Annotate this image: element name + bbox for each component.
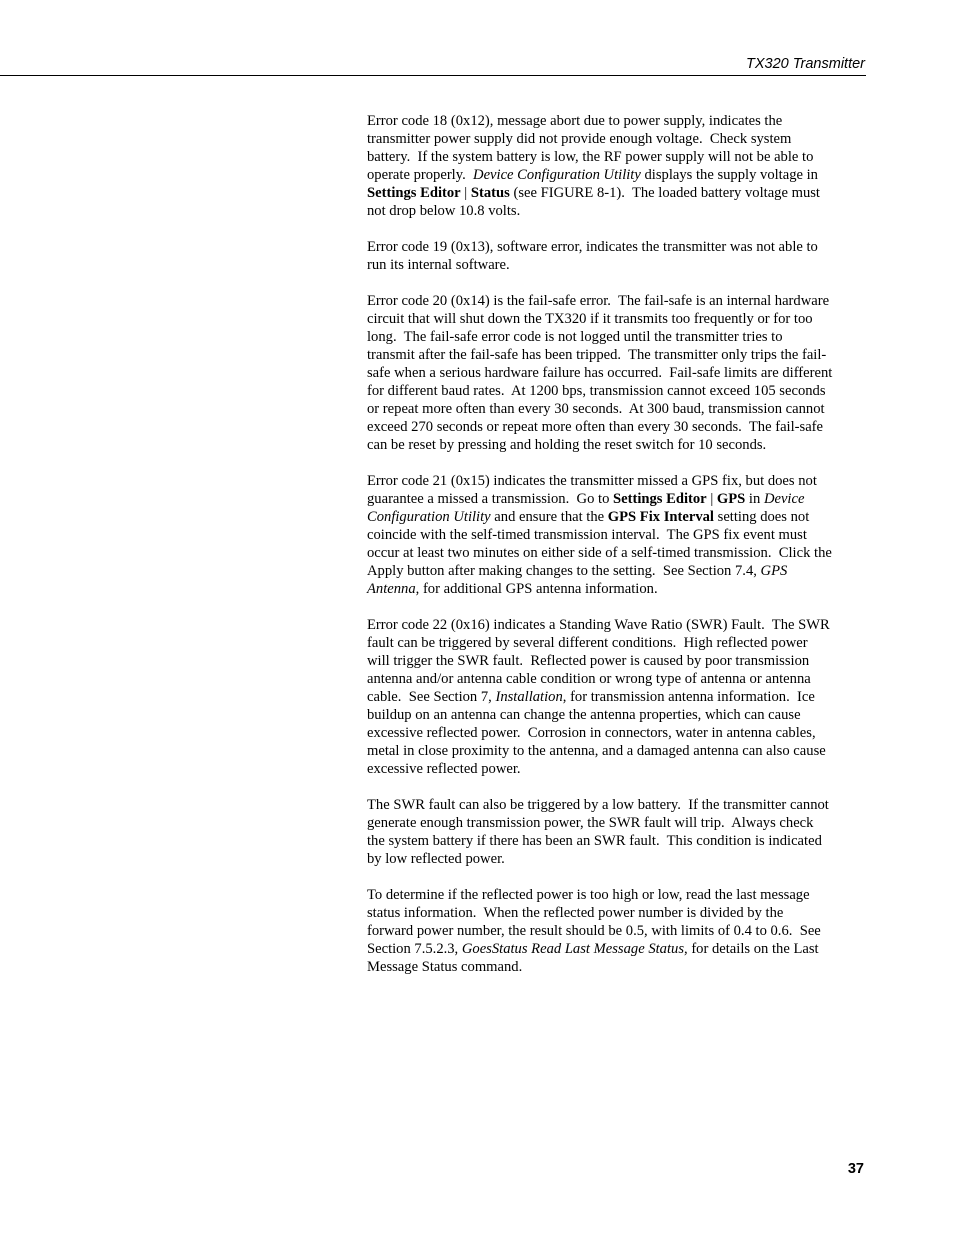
paragraph-3 — [367, 292, 867, 454]
text-line — [367, 562, 867, 580]
running-header-title: TX320 Transmitter — [746, 56, 865, 72]
italic-text: Device — [763, 491, 805, 507]
italic-text: Antenna — [367, 581, 416, 597]
text-line — [367, 166, 867, 184]
text-run: cable. See Section 7, — [367, 689, 496, 705]
text-run: metal in close proximity to the antenna, and a damaged antenna can also cause — [367, 743, 826, 759]
italic-text: GoesStatus Read Last Message Status — [461, 941, 685, 957]
page-number: 37 — [847, 1161, 864, 1177]
text-run: setting does not — [714, 509, 810, 525]
text-line — [367, 688, 867, 706]
bold-text: GPS Fix Interval — [607, 509, 714, 525]
text-run: Error code 18 (0x12), message abort due to power supply, indicates the — [367, 113, 783, 129]
text-line — [367, 922, 867, 940]
body-text — [367, 112, 867, 994]
paragraph-5 — [367, 616, 867, 778]
text-run: occur at least two minutes on either side of a self-timed transmission. Click the — [367, 545, 832, 561]
text-line — [367, 742, 867, 760]
text-line — [367, 958, 867, 976]
italic-text: Device Configuration Utility — [473, 167, 641, 183]
text-run: fault can be triggered by several different conditions. High reflected power — [367, 635, 808, 651]
text-line — [367, 508, 867, 526]
text-run: The SWR fault can also be triggered by a low battery. If the transmitter cannot — [367, 797, 829, 813]
paragraph-1 — [367, 112, 867, 220]
text-line — [367, 148, 867, 166]
text-run: excessive reflected power. Corrosion in connectors, water in antenna cables, — [367, 725, 816, 741]
text-run: , for transmission antenna information. Ice — [562, 689, 815, 705]
text-line — [367, 760, 867, 778]
text-line — [367, 490, 867, 508]
text-line — [367, 328, 867, 346]
italic-text: Installation — [495, 689, 563, 705]
text-line — [367, 256, 867, 274]
text-run: transmit after the fail-safe has been tripped. The transmitter only trips the fail- — [367, 347, 827, 363]
text-run: displays the supply voltage in — [640, 167, 818, 183]
text-line — [367, 814, 867, 832]
italic-text: GPS — [760, 563, 788, 579]
text-run: for different baud rates. At 1200 bps, transmission cannot exceed 105 seconds — [367, 383, 826, 399]
text-line — [367, 634, 867, 652]
text-line — [367, 706, 867, 724]
text-run: Message Status command. — [367, 959, 523, 975]
text-line — [367, 526, 867, 544]
text-run: Error code 22 (0x16) indicates a Standing Wave Ratio (SWR) Fault. The SWR — [367, 617, 830, 633]
text-line — [367, 616, 867, 634]
text-line — [367, 400, 867, 418]
bold-text: Settings Editor — [613, 491, 707, 507]
text-run: transmitter power supply did not provide enough voltage. Check system — [367, 131, 792, 147]
text-line — [367, 364, 867, 382]
text-run: will trigger the SWR fault. Reflected power is caused by poor transmission — [367, 653, 810, 669]
text-run: guarantee a missed a transmission. Go to — [367, 491, 614, 507]
text-run: in — [745, 491, 764, 507]
text-line — [367, 472, 867, 490]
text-line — [367, 184, 867, 202]
text-run: (see FIGURE 8-1). The loaded battery voltage must — [509, 185, 820, 201]
paragraph-6 — [367, 796, 867, 868]
text-run: operate properly. — [367, 167, 474, 183]
text-run: by low reflected power. — [367, 851, 505, 867]
text-run: To determine if the reflected power is too high or low, read the last message — [367, 887, 810, 903]
text-line — [367, 580, 867, 598]
text-run: antenna and/or antenna cable condition or wrong type of antenna or antenna — [367, 671, 811, 687]
text-line — [367, 310, 867, 328]
text-line — [367, 940, 867, 958]
text-line — [367, 724, 867, 742]
italic-text: Configuration Utility — [367, 509, 491, 525]
text-line — [367, 652, 867, 670]
text-run: status information. When the reflected power number is divided by the — [367, 905, 784, 921]
text-run: Section 7.5.2.3, — [367, 941, 462, 957]
text-run: can be reset by pressing and holding the reset switch for 10 seconds. — [367, 437, 767, 453]
paragraph-7 — [367, 886, 867, 976]
text-run: coincide with the self-timed transmission interval. The GPS fix event must — [367, 527, 807, 543]
text-run: long. The fail-safe error code is not logged until the transmitter tries to — [367, 329, 783, 345]
text-run: Error code 19 (0x13), software error, indicates the transmitter was not able to — [367, 239, 818, 255]
text-run: safe when a serious hardware failure has occurred. Fail-safe limits are different — [367, 365, 833, 381]
text-run: generate enough transmission power, the SWR fault will trip. Always check — [367, 815, 814, 831]
paragraph-4 — [367, 472, 867, 598]
text-run: circuit that will shut down the TX320 if it transmits too frequently or for too — [367, 311, 813, 327]
text-run: the system battery if there has been an SWR fault. This condition is indicated — [367, 833, 822, 849]
text-run: and ensure that the — [490, 509, 608, 525]
text-run: excessive reflected power. — [367, 761, 521, 777]
text-run: forward power number, the result should be 0.5, with limits of 0.4 to 0.6. See — [367, 923, 821, 939]
header-rule — [0, 75, 866, 76]
text-run: buildup on an antenna can change the antenna properties, which can cause — [367, 707, 801, 723]
text-line — [367, 832, 867, 850]
text-run: | — [706, 491, 717, 507]
text-line — [367, 292, 867, 310]
bold-text: Settings Editor — [367, 185, 461, 201]
text-line — [367, 346, 867, 364]
bold-text: GPS — [716, 491, 746, 507]
text-run: Error code 20 (0x14) is the fail-safe error. The fail-safe is an internal hardware — [367, 293, 830, 309]
text-run: Error code 21 (0x15) indicates the transmitter missed a GPS fix, but does not — [367, 473, 817, 489]
text-run: or repeat more often than every 30 seconds. At 300 baud, transmission cannot — [367, 401, 825, 417]
text-run: | — [460, 185, 471, 201]
text-line — [367, 112, 867, 130]
paragraph-2 — [367, 238, 867, 274]
text-run: exceed 270 seconds or repeat more often than every 30 seconds. The fail-safe — [367, 419, 824, 435]
text-line — [367, 436, 867, 454]
text-line — [367, 238, 867, 256]
text-run: not drop below 10.8 volts. — [367, 203, 521, 219]
text-line — [367, 382, 867, 400]
text-line — [367, 886, 867, 904]
bold-text: Status — [470, 185, 510, 201]
text-run: , for additional GPS antenna information. — [415, 581, 658, 597]
text-run: Apply button after making changes to the setting. See Section 7.4, — [367, 563, 761, 579]
text-line — [367, 850, 867, 868]
text-line — [367, 544, 867, 562]
text-run: battery. If the system battery is low, the RF power supply will not be able to — [367, 149, 814, 165]
text-run: run its internal software. — [367, 257, 510, 273]
text-line — [367, 202, 867, 220]
text-line — [367, 418, 867, 436]
text-line — [367, 130, 867, 148]
text-line — [367, 796, 867, 814]
text-run: , for details on the Last — [684, 941, 819, 957]
text-line — [367, 670, 867, 688]
text-line — [367, 904, 867, 922]
